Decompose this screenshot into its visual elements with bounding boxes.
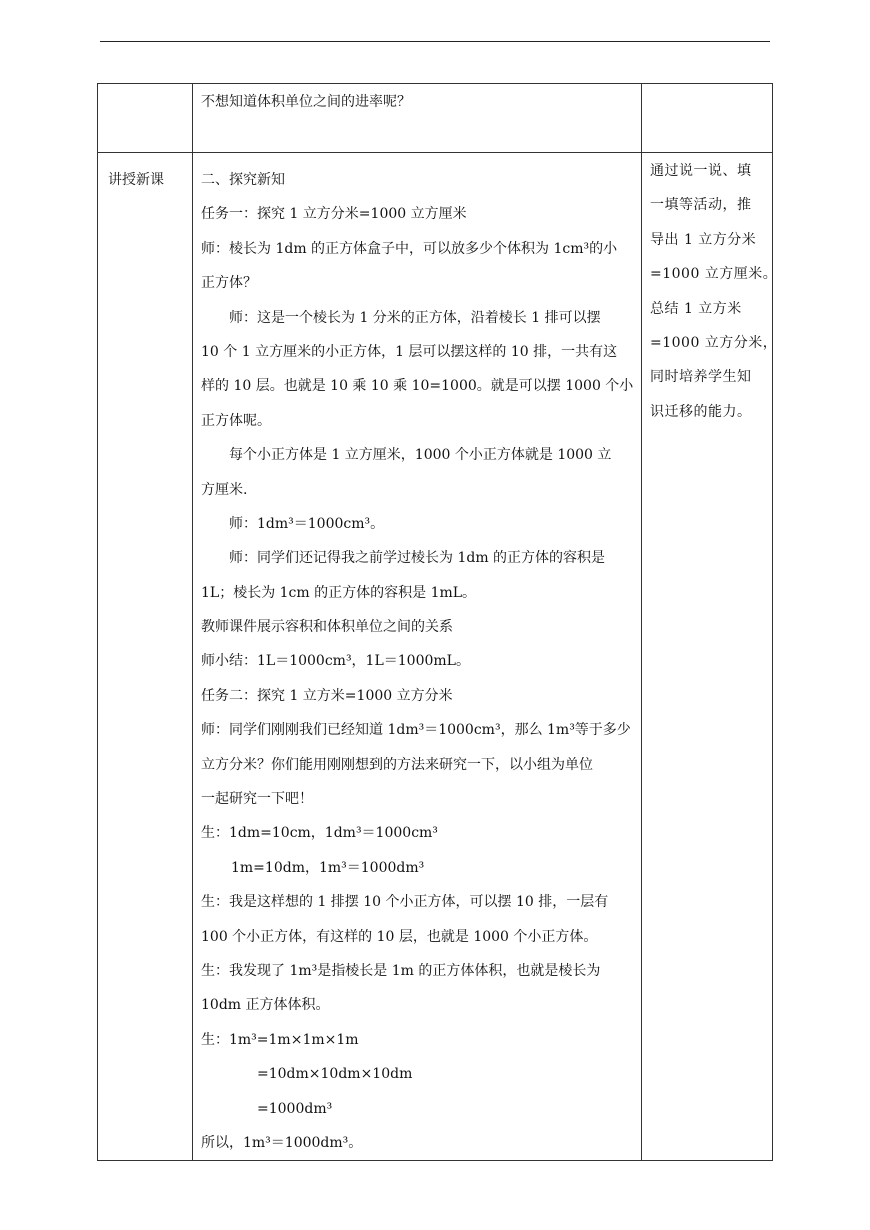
design-intent <box>642 153 778 429</box>
intent-line: =1000 立方分米， <box>650 334 778 351</box>
content-line: 师：这是一个棱长为 1 分米的正方体，沿着棱长 1 排可以摆 <box>229 309 601 326</box>
content-line: 10dm 正方体体积。 <box>201 997 330 1014</box>
content-cell-new-lesson <box>193 153 642 1161</box>
content-line: 立方分米？你们能用刚刚想到的方法来研究一下，以小组为单位 <box>201 756 593 773</box>
content-line: 1m=10dm，1m³＝1000dm³ <box>231 859 425 876</box>
content-line: 师：1dm³＝1000cm³。 <box>229 515 385 532</box>
intent-line: 总结 1 立方米 <box>650 300 742 317</box>
content-line: 教师课件展示容积和体积单位之间的关系 <box>201 619 453 636</box>
table-row-new-lesson <box>98 153 773 1161</box>
table-row-intro <box>98 84 773 153</box>
content-line: 师小结：1L＝1000cm³，1L＝1000mL。 <box>201 653 470 670</box>
content-line: =1000dm³ <box>257 1100 333 1117</box>
content-line: 正方体呢。 <box>201 412 271 429</box>
intent-line: 通过说一说、填 <box>650 163 752 179</box>
stage-cell-new-lesson <box>98 153 193 1161</box>
content-line: 一起研究一下吧！ <box>201 791 313 808</box>
intent-line: 一填等活动，推 <box>650 197 752 214</box>
intent-cell-new-lesson <box>642 153 778 1161</box>
lesson-content <box>193 153 641 1160</box>
content-line: 所以，1m³＝1000dm³。 <box>201 1134 363 1151</box>
intent-cell-intro <box>642 84 773 153</box>
header-rule <box>100 41 770 42</box>
content-line: 生：1m³=1m×1m×1m <box>201 1031 359 1048</box>
intent-line: =1000 立方厘米。 <box>650 266 778 283</box>
lesson-plan-table <box>97 83 778 1161</box>
content-line: 样的 10 层。也就是 10 乘 10 乘 10=1000。就是可以摆 1000 个小 <box>201 378 634 395</box>
intro-text: 不想知道体积单位之间的进率呢？ <box>201 94 411 110</box>
content-line: 1L；棱长为 1cm 的正方体的容积是 1mL。 <box>201 584 477 601</box>
content-cell-intro <box>193 84 642 153</box>
intent-line: 同时培养学生知 <box>650 369 752 386</box>
content-line: =10dm×10dm×10dm <box>257 1066 413 1083</box>
content-line: 10 个 1 立方厘米的小正方体，1 层可以摆这样的 10 排，一共有这 <box>201 343 618 360</box>
stage-label: 讲授新课 <box>108 172 164 188</box>
content-line: 任务一：探究 1 立方分米=1000 立方厘米 <box>201 206 467 223</box>
content-line: 师：同学们刚刚我们已经知道 1dm³＝1000cm³，那么 1m³等于多少 <box>201 722 631 739</box>
intent-line: 识迁移的能力。 <box>650 403 752 420</box>
content-line: 方厘米. <box>201 481 248 498</box>
content-line: 师：同学们还记得我之前学过棱长为 1dm 的正方体的容积是 <box>229 550 606 567</box>
content-line: 师：棱长为 1dm 的正方体盒子中，可以放多少个体积为 1cm³的小 <box>201 240 618 257</box>
content-line: 生：1dm=10cm，1dm³＝1000cm³ <box>201 825 438 842</box>
content-line: 100 个小正方体，有这样的 10 层，也就是 1000 个小正方体。 <box>201 928 598 945</box>
content-line: 生：我是这样想的 1 排摆 10 个小正方体，可以摆 10 排，一层有 <box>201 894 609 911</box>
content-line: 二、探究新知 <box>201 172 285 188</box>
content-line: 生：我发现了 1m³是指棱长是 1m 的正方体体积，也就是棱长为 <box>201 962 601 979</box>
content-line: 每个小正方体是 1 立方厘米，1000 个小正方体就是 1000 立 <box>229 447 612 464</box>
content-line: 任务二：探究 1 立方米=1000 立方分米 <box>201 687 453 704</box>
intent-line: 导出 1 立方分米 <box>650 231 757 248</box>
stage-cell-intro <box>98 84 193 153</box>
content-line: 正方体？ <box>201 275 257 292</box>
